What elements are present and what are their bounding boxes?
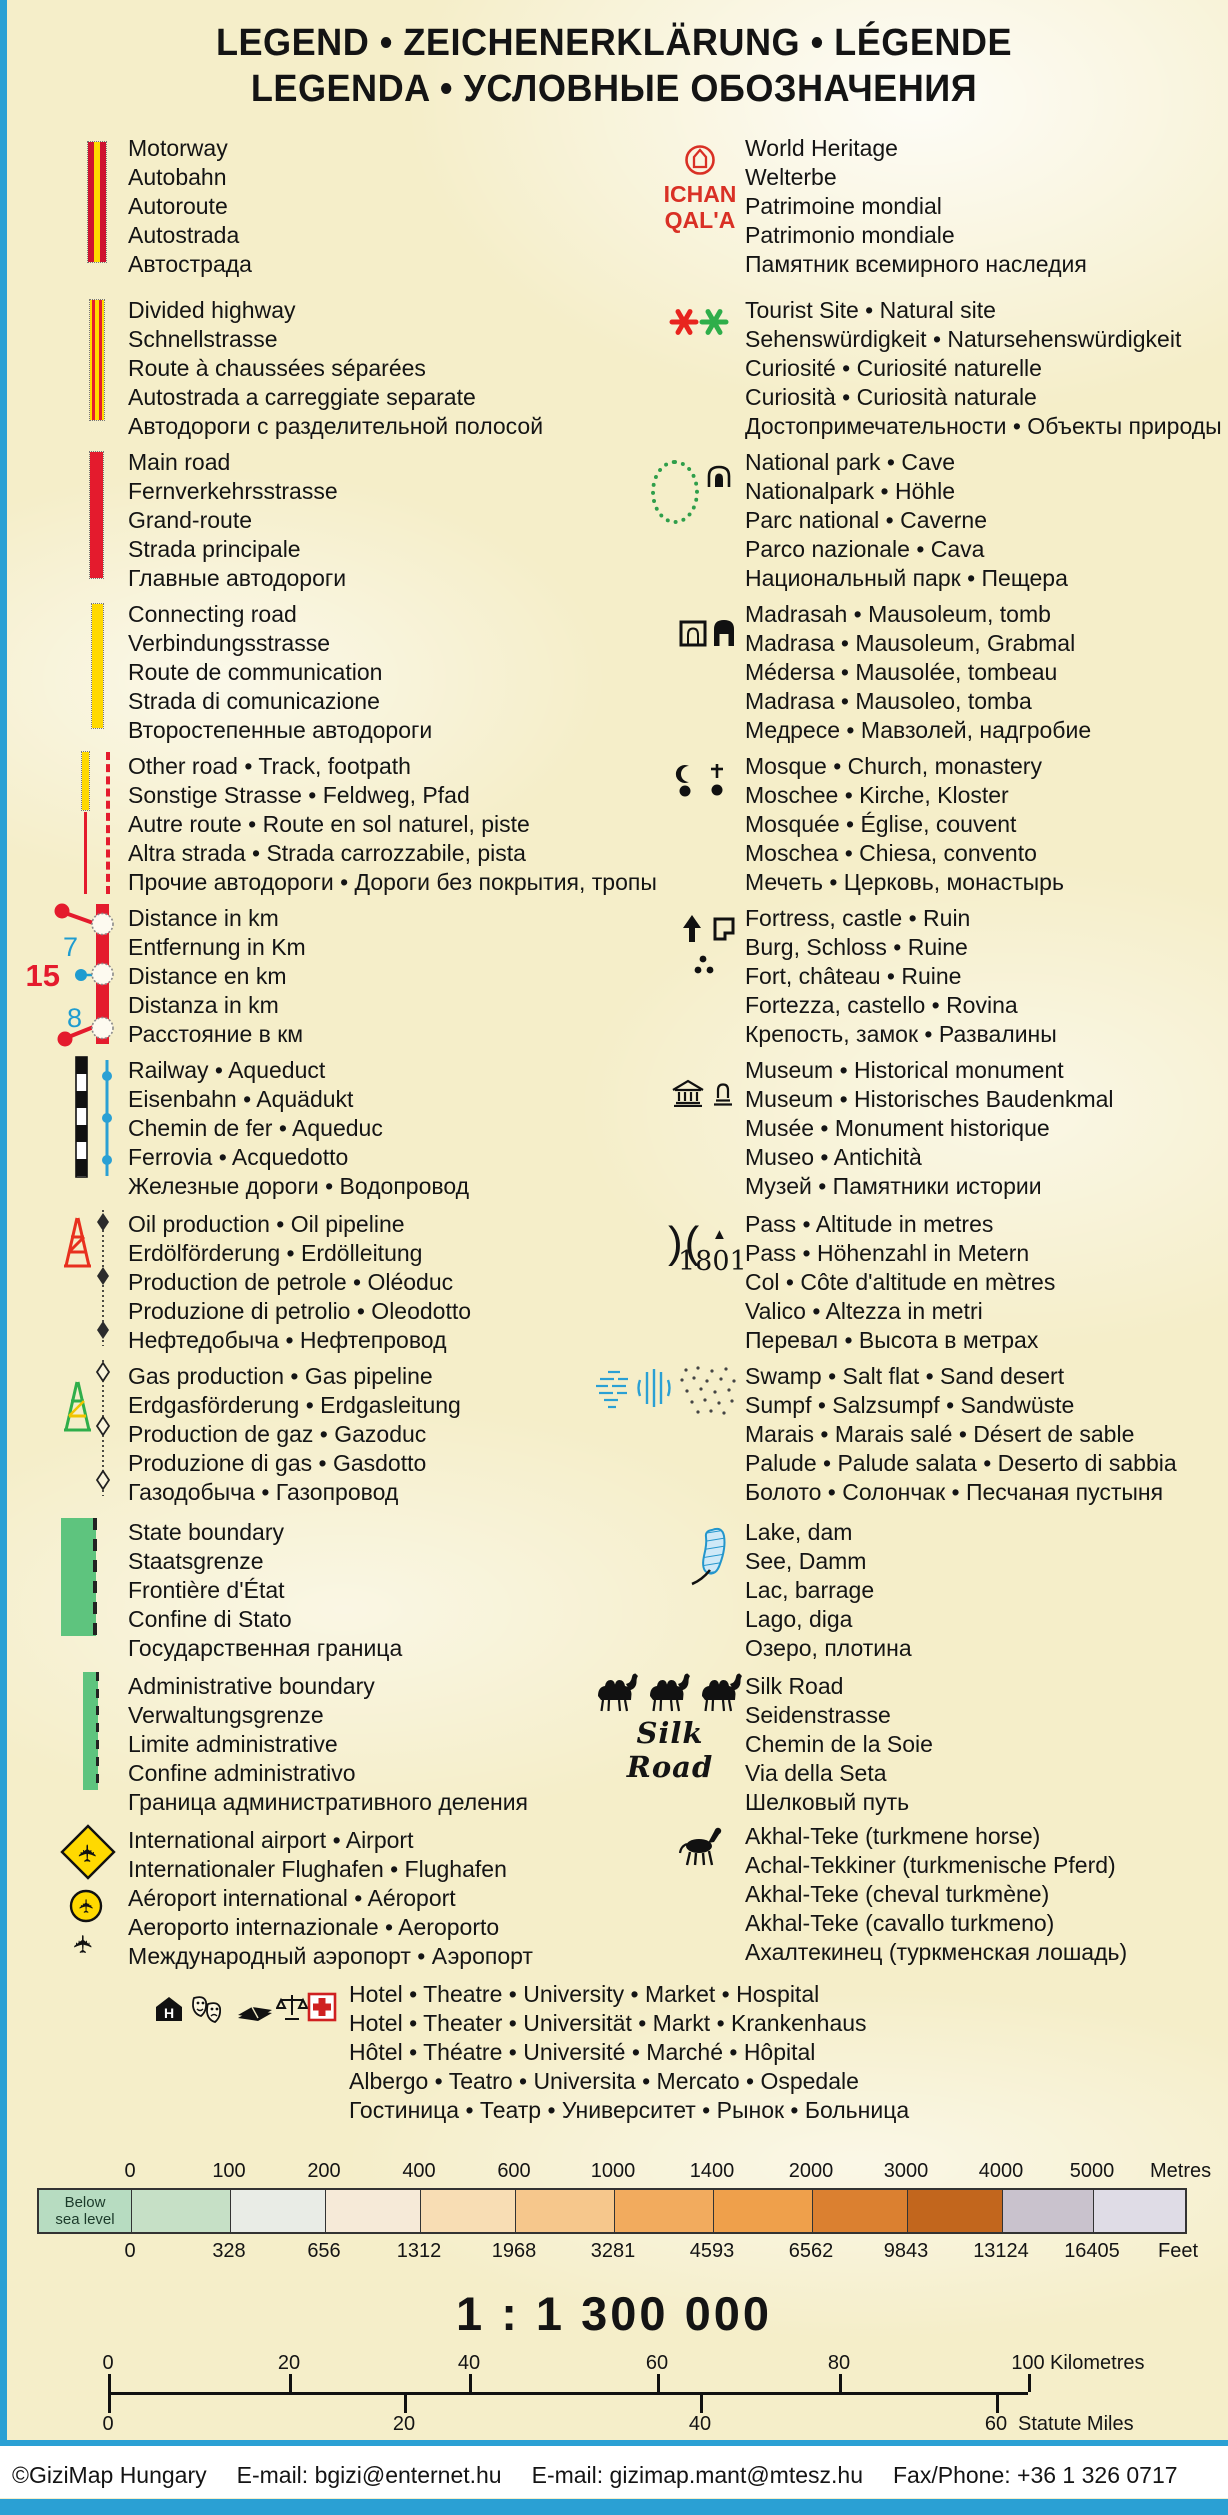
scale-label: 13124 [973, 2240, 1029, 2262]
scale-label: 1968 [491, 2240, 537, 2262]
scale-label: 1000 [590, 2160, 636, 2182]
lake-dam-icon [688, 1526, 738, 1590]
km-tick [657, 2374, 660, 2392]
legend-text-line: World Heritage [745, 135, 898, 161]
divided-highway-symbol [90, 300, 104, 420]
legend-text-line: Produzione di gas • Gasdotto [128, 1450, 427, 1476]
administrative-boundary-dash [96, 1672, 99, 1790]
legend-item-main-road [128, 448, 346, 593]
legend-text-line: Lake, dam [745, 1519, 853, 1545]
legend-item-airport [128, 1826, 533, 1971]
scale-label: 80 [827, 2352, 851, 2374]
legend-item-state-boundary [128, 1518, 402, 1663]
legend-text-line: Produzione di petrolio • Oleodotto [128, 1298, 472, 1324]
legend-text-line: Автодороги с разделительной полосой [128, 413, 544, 439]
legend-text-line: Aeroporto internazionale • Aeroporto [128, 1914, 500, 1940]
legend-text-line: Silk Road [745, 1673, 844, 1699]
legend-text-line: Motorway [128, 135, 228, 161]
legend-text-line: Distanza in km [128, 992, 279, 1018]
legend-text-line: International airport • Airport [128, 1827, 414, 1853]
footer-part: E-mail: bgizi@enternet.hu [236, 2462, 502, 2488]
footer-part: Fax/Phone: +36 1 326 0717 [893, 2462, 1178, 2488]
legend-text-line: Patrimoine mondial [745, 193, 942, 219]
distance-number-top: 7 [62, 932, 78, 962]
legend-text-line: Fortezza, castello • Rovina [745, 992, 1018, 1018]
legend-text-line: Schnellstrasse [128, 326, 278, 352]
distance-number-left: 15 [25, 958, 60, 993]
mausoleum-icon [712, 618, 736, 647]
historical-monument-icon [712, 1081, 734, 1107]
below-sea-level-label: Below sea level [55, 2194, 115, 2228]
scale-label: 0 [124, 2240, 136, 2262]
footer-part: ©GiziMap Hungary [12, 2462, 207, 2488]
legend-item-akhal-teke [745, 1822, 1127, 1967]
hotel-letter: H [163, 2005, 175, 2021]
page-title [0, 22, 1228, 111]
elevation-cell [813, 2190, 908, 2232]
elevation-cell [615, 2190, 714, 2232]
legend-text-line: Administrative boundary [128, 1673, 375, 1699]
elevation-cell [326, 2190, 421, 2232]
legend-text-line: Swamp • Salt flat • Sand desert [745, 1363, 1065, 1389]
national-park-icon [651, 460, 699, 524]
administrative-boundary-symbol [83, 1672, 98, 1790]
legend-text-line: Autobahn [128, 164, 227, 190]
legend-text-line: Sonstige Strasse • Feldweg, Pfad [128, 782, 470, 808]
legend-text-line: Entfernung in Km [128, 934, 306, 960]
legend-text-line: Confine administrativo [128, 1760, 356, 1786]
legend-text-line: Главные автодороги [128, 565, 347, 591]
legend-text-line: Strada principale [128, 536, 301, 562]
elevation-cell [421, 2190, 516, 2232]
legend-text-line: Valico • Altezza in metri [745, 1298, 983, 1324]
legend-item-railway [128, 1056, 469, 1201]
ruler-line [108, 2392, 1028, 2395]
legend-text-line: Parco nazionale • Cava [745, 536, 985, 562]
scale-label: 1400 [689, 2160, 735, 2182]
scale-label: 400 [402, 2160, 436, 2182]
legend-item-museum [745, 1056, 1114, 1201]
legend-text-line: Eisenbahn • Aquädukt [128, 1086, 354, 1112]
oil-production-pipeline-symbol [56, 1210, 116, 1346]
legend-text-line: Moschea • Chiesa, convento [745, 840, 1037, 866]
legend-text-line: Burg, Schloss • Ruine [745, 934, 968, 960]
legend-text-line: Autostrada [128, 222, 240, 248]
legend-item-oil [128, 1210, 471, 1355]
scale-label: 20 [392, 2413, 416, 2435]
legend-text-line: Seidenstrasse [745, 1702, 891, 1728]
legend-text-line: Albergo • Teatro • Universita • Mercato • Ospedale [349, 2068, 859, 2094]
airplane-icon: ✈ [70, 1933, 98, 1955]
university-book-icon [236, 1998, 274, 2024]
swamp-salt-sand-icons [594, 1364, 746, 1420]
legend-text-line: Autoroute [128, 193, 228, 219]
scale-label: 5000 [1069, 2160, 1115, 2182]
hotel-text-block [349, 1980, 909, 2125]
legend-text-line: Расстояние в км [128, 1021, 304, 1047]
legend-text-line: Hôtel • Théatre • Université • Marché • Hôpital [349, 2039, 816, 2065]
legend-text-line: Madrasa • Mausoleum, Grabmal [745, 630, 1076, 656]
legend-text-line: Нефтедобыча • Нефтепровод [128, 1327, 447, 1353]
tourist-site-icons [668, 304, 730, 340]
legend-text-line: Aéroport international • Aéroport [128, 1885, 456, 1911]
legend-item-gas [128, 1362, 461, 1507]
scale-label: 656 [307, 2240, 341, 2262]
map-scale-ratio: 1 : 1 300 000 [456, 2287, 772, 2340]
legend-item-madrasah [745, 600, 1091, 745]
other-road-unpaved-segment [84, 812, 87, 894]
legend-text-line: Akhal-Teke (turkmene horse) [745, 1823, 1041, 1849]
elevation-cell [231, 2190, 326, 2232]
legend-text-line: Marais • Marais salé • Désert de sable [745, 1421, 1135, 1447]
world-heritage-name-label [648, 181, 752, 233]
elevation-cell [714, 2190, 813, 2232]
legend-text-line: Перевал • Высота в метрах [745, 1327, 1039, 1353]
legend-item-motorway [128, 134, 252, 279]
legend-text-line: Akhal-Teke (cavallo turkmeno) [745, 1910, 1055, 1936]
track-footpath-dashed-line [106, 752, 110, 894]
madrasah-icon [679, 620, 707, 647]
legend-text-line: Второстепенные автодороги [128, 717, 433, 743]
legend-text-line: Madrasa • Mausoleo, tomba [745, 688, 1032, 714]
pass-altitude-value: 1801 [678, 1246, 747, 1277]
legend-item-pass [745, 1210, 1055, 1355]
legend-item-mosque [745, 752, 1064, 897]
gas-production-pipeline-symbol [56, 1360, 116, 1496]
legend-text-line: Mosque • Church, monastery [745, 753, 1042, 779]
pass-icon: )( [668, 1218, 702, 1267]
legend-text-line: Museum • Historical monument [745, 1057, 1064, 1083]
legend-text-line: Музей • Памятники истории [745, 1173, 1042, 1199]
legend-text-line: Connecting road [128, 601, 297, 627]
connecting-road-symbol [92, 604, 103, 728]
legend-item-fortress [745, 904, 1057, 1049]
legend-text-line: Гостиница • Театр • Университет • Рынок • Больница [349, 2097, 910, 2123]
legend-text-line: Altra strada • Strada carrozzabile, pista [128, 840, 526, 866]
peak-triangle-icon: ▲ [712, 1226, 727, 1243]
legend-text-line: Confine di Stato [128, 1606, 292, 1632]
distance-number-bottom: 8 [66, 1003, 82, 1033]
legend-text-line: State boundary [128, 1519, 285, 1545]
legend-text-line: Production de gaz • Gazoduc [128, 1421, 427, 1447]
legend-text-line: Sumpf • Salzsumpf • Sandwüste [745, 1392, 1075, 1418]
elevation-cell [908, 2190, 1003, 2232]
legend-text-line: Памятник всемирного наследия [745, 251, 1087, 277]
legend-text-line: Болото • Солончак • Песчаная пустыня [745, 1479, 1164, 1505]
legend-text-line: Газодобыча • Газопровод [128, 1479, 399, 1505]
legend-text-line: Divided highway [128, 297, 296, 323]
scale-label: 60 [984, 2413, 1008, 2435]
mile-tick [404, 2395, 407, 2413]
bottom-border-bar [0, 2499, 1228, 2515]
world-heritage-name-line2: QAL'A [664, 207, 736, 233]
legend-text-line: Железные дороги • Водопровод [128, 1173, 470, 1199]
scale-label: 1312 [396, 2240, 442, 2262]
scale-label: Kilometres [1050, 2352, 1145, 2374]
title-line-2: LEGENDA • УСЛОВНЫЕ ОБОЗНАЧЕНИЯ [250, 68, 978, 110]
legend-item-admin-boundary [128, 1672, 528, 1817]
main-road-symbol [90, 452, 103, 578]
elevation-cell [132, 2190, 231, 2232]
legend-text-line: Fortress, castle • Ruin [745, 905, 971, 931]
legend-text-line: Мечеть • Церковь, монастырь [745, 869, 1064, 895]
legend-text-line: Frontière d'État [128, 1577, 285, 1603]
legend-text-line: Other road • Track, footpath [128, 753, 411, 779]
legend-text-line: Distance en km [128, 963, 287, 989]
cave-icon [706, 464, 732, 489]
scale-label: 60 [645, 2352, 669, 2374]
legend-text-line: Hotel • Theater • Universität • Markt • Krankenhaus [349, 2010, 867, 2036]
scale-label: 6562 [788, 2240, 834, 2262]
legend-item-tourist-site [745, 296, 1222, 441]
mile-tick [700, 2395, 703, 2413]
legend-text-line: Erdgasförderung • Erdgasleitung [128, 1392, 461, 1418]
legend-text-line: Hotel • Theatre • University • Market • Hospital [349, 1981, 820, 2007]
fortress-icon [681, 914, 703, 944]
legend-text-line: Pass • Altitude in metres [745, 1211, 994, 1237]
km-tick [1028, 2374, 1031, 2392]
legend-item-distance [128, 904, 306, 1049]
legend-text-line: Patrimonio mondiale [745, 222, 955, 248]
km-tick [839, 2374, 842, 2392]
state-boundary-symbol [61, 1518, 96, 1636]
railway-aqueduct-symbol [75, 1056, 125, 1178]
market-scales-icon [276, 1992, 308, 2024]
scale-label: 20 [277, 2352, 301, 2374]
akhal-teke-horse-icon [675, 1824, 723, 1868]
scale-label: 16405 [1064, 2240, 1120, 2262]
legend-text-line: Национальный парк • Пещера [745, 565, 1068, 591]
legend-text-line: Ferrovia • Acquedotto [128, 1144, 349, 1170]
hotel-icon [153, 1994, 185, 2024]
legend-text-line: Pass • Höhenzahl in Metern [745, 1240, 1030, 1266]
legend-text-line: Oil production • Oil pipeline [128, 1211, 405, 1237]
legend-text-line: Chemin de fer • Aqueduc [128, 1115, 383, 1141]
elevation-cell [1003, 2190, 1094, 2232]
legend-text-line: Международный аэропорт • Аэропорт [128, 1943, 533, 1969]
scale-label: Metres [1150, 2160, 1212, 2182]
legend-text-line: Медресе • Мавзолей, надгробие [745, 717, 1092, 743]
scale-label: 0 [124, 2160, 136, 2182]
elevation-cell [39, 2190, 132, 2232]
legend-text-line: See, Damm [745, 1548, 867, 1574]
scale-label: 3000 [883, 2160, 929, 2182]
legend-item-other-road [128, 752, 657, 897]
scale-label: Statute Miles [1018, 2413, 1134, 2435]
legend-text-line: Verbindungsstrasse [128, 630, 331, 656]
legend-text-line: Озеро, плотина [745, 1635, 912, 1661]
scale-label: 2000 [788, 2160, 834, 2182]
legend-text-line: Nationalpark • Höhle [745, 478, 956, 504]
title-line-1: LEGEND • ZEICHENERKLÄRUNG • LÉGENDE [215, 22, 1013, 64]
other-road-paved-segment [82, 752, 89, 810]
scale-label: 40 [457, 2352, 481, 2374]
silk-road-script-label: Silk Road [626, 1716, 714, 1784]
legend-text-line: Erdölförderung • Erdölleitung [128, 1240, 423, 1266]
airplane-icon: ✈ [77, 1898, 98, 1914]
legend-item-national-park [745, 448, 1068, 593]
world-heritage-icon [683, 144, 717, 178]
legend-text-line: Автострада [128, 251, 252, 277]
scale-label: 0 [102, 2352, 114, 2374]
km-tick [469, 2374, 472, 2392]
ruin-icon [712, 916, 736, 942]
legend-text-line: Ахалтекинец (туркменская лошадь) [745, 1939, 1128, 1965]
legend-text-line: Production de petrole • Oléoduc [128, 1269, 454, 1295]
legend-text-line: Прочие автодороги • Дороги без покрытия, тропы [128, 869, 657, 895]
legend-text-line: Крепость, замок • Развалины [745, 1021, 1057, 1047]
legend-text-line: Curiosità • Curiosità naturale [745, 384, 1037, 410]
km-tick [108, 2374, 111, 2392]
legend-item-divided-highway [128, 296, 543, 441]
legend-text-line: Via della Seta [745, 1760, 887, 1786]
distance-in-km-symbol [22, 898, 142, 1050]
legend-text-line: Государственная граница [128, 1635, 403, 1661]
legend-text-line: Welterbe [745, 164, 837, 190]
scale-label: 100 [212, 2160, 246, 2182]
scale-label: 100 [1011, 2352, 1045, 2374]
legend-text-line: Lac, barrage [745, 1577, 875, 1603]
legend-text-line: Fernverkehrsstrasse [128, 478, 338, 504]
legend-item-swamp [745, 1362, 1177, 1507]
legend-item-connecting-road [128, 600, 432, 745]
state-boundary-dash [93, 1518, 97, 1636]
elevation-cell [1094, 2190, 1185, 2232]
legend-text-line: Staatsgrenze [128, 1548, 264, 1574]
scale-label: Feet [1158, 2240, 1199, 2262]
other-road-track-symbol [82, 752, 118, 894]
footer-part: E-mail: gizimap.mant@mtesz.hu [531, 2462, 863, 2488]
scale-label: 328 [212, 2240, 246, 2262]
church-icon [708, 762, 726, 798]
elevation-cell [516, 2190, 615, 2232]
legend-text-line: Граница административного деления [128, 1789, 529, 1815]
legend-text-line: National park • Cave [745, 449, 956, 475]
legend-text-line: Mosquée • Église, couvent [745, 811, 1017, 837]
mile-tick [108, 2395, 111, 2413]
mile-tick [996, 2395, 999, 2413]
legend-text-line: Main road [128, 449, 231, 475]
mosque-icon [675, 764, 699, 798]
legend-text-line: Lago, diga [745, 1606, 853, 1632]
left-border-bar [0, 0, 7, 2446]
world-heritage-name-line1: ICHAN [663, 181, 737, 207]
elevation-color-bar [37, 2188, 1187, 2234]
airplane-icon: ✈ [75, 1842, 102, 1864]
legend-item-world-heritage [745, 134, 1087, 279]
scale-label: 40 [688, 2413, 712, 2435]
hospital-icon [307, 1992, 337, 2022]
legend-text-line: Internationaler Flughafen • Flughafen [128, 1856, 507, 1882]
legend-text-line: Curiosité • Curiosité naturelle [745, 355, 1042, 381]
legend-text-line: Достопримечательности • Объекты природы [745, 413, 1222, 439]
legend-text-line: Strada di comunicazione [128, 688, 380, 714]
legend-text-line: Autostrada a carreggiate separate [128, 384, 476, 410]
theatre-masks-icon [190, 1994, 234, 2026]
legend-text-line: Distance in km [128, 905, 279, 931]
scale-label: 4000 [978, 2160, 1024, 2182]
legend-text-line: Verwaltungsgrenze [128, 1702, 324, 1728]
legend-text-line: Museo • Antichità [745, 1144, 922, 1170]
legend-text-line: Madrasah • Mausoleum, tomb [745, 601, 1051, 627]
footer-contact-line [12, 2462, 1178, 2489]
legend-text-line: Fort, château • Ruine [745, 963, 962, 989]
legend-text-line: Achal-Tekkiner (turkmenische Pferd) [745, 1852, 1116, 1878]
legend-text-line: Palude • Palude salata • Deserto di sabbia [745, 1450, 1177, 1476]
legend-text-line: Médersa • Mausolée, tombeau [745, 659, 1058, 685]
legend-text-line: Moschee • Kirche, Kloster [745, 782, 1009, 808]
motorway-symbol [88, 142, 106, 262]
legend-item-silk-road [745, 1672, 933, 1817]
scale-label: 0 [102, 2413, 114, 2435]
legend-text-line: Route de communication [128, 659, 383, 685]
scale-label: 200 [307, 2160, 341, 2182]
legend-text-line: Col • Côte d'altitude en mètres [745, 1269, 1056, 1295]
scale-label: 9843 [883, 2240, 929, 2262]
legend-text-line: Шелковый путь [745, 1789, 910, 1815]
legend-text-line: Parc national • Caverne [745, 507, 988, 533]
legend-text-line: Chemin de la Soie [745, 1731, 933, 1757]
scale-label: 3281 [590, 2240, 636, 2262]
legend-text-line: Akhal-Teke (cheval turkmène) [745, 1881, 1050, 1907]
scale-label: 4593 [689, 2240, 735, 2262]
legend-text-line: Musée • Monument historique [745, 1115, 1050, 1141]
airport-symbol [58, 1822, 122, 1958]
legend-text-line: Railway • Aqueduct [128, 1057, 326, 1083]
legend-text-line: Museum • Historisches Baudenkmal [745, 1086, 1114, 1112]
scale-label: 600 [497, 2160, 531, 2182]
legend-text-line: Route à chaussées séparées [128, 355, 426, 381]
silk-road-camels-icon [596, 1668, 746, 1712]
legend-text-line: Limite administrative [128, 1731, 338, 1757]
legend-text-line: Sehenswürdigkeit • Natursehenswürdigkeit [745, 326, 1182, 352]
legend-text-line: Grand-route [128, 507, 253, 533]
museum-icon [671, 1079, 705, 1107]
km-tick [289, 2374, 292, 2392]
legend-text-line: Autre route • Route en sol naturel, piste [128, 811, 530, 837]
legend-item-lake [745, 1518, 912, 1663]
ruin-dots-icon [694, 954, 718, 978]
legend-text-line: Gas production • Gas pipeline [128, 1363, 433, 1389]
legend-text-line: Tourist Site • Natural site [745, 297, 996, 323]
